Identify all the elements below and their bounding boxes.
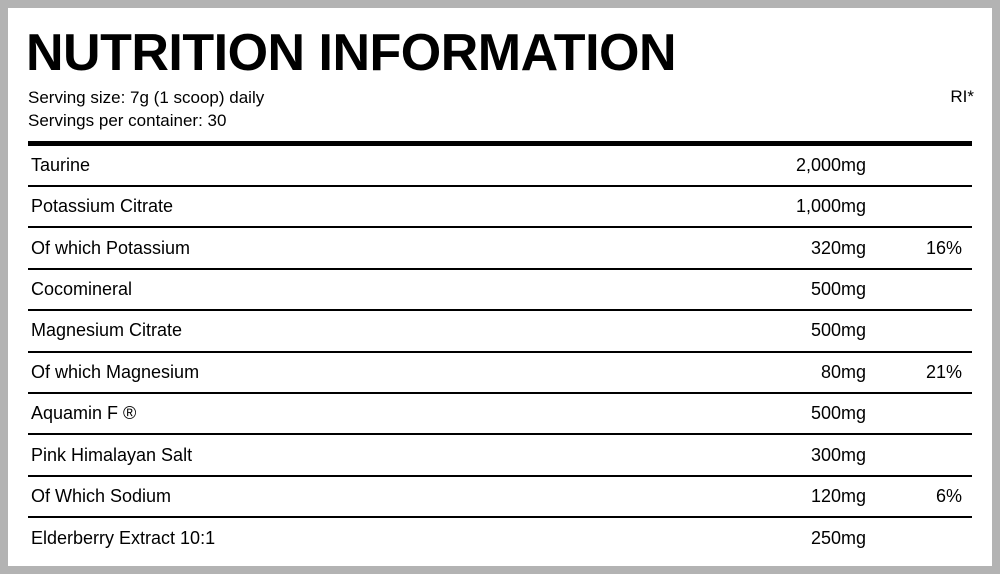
nutrient-amount: 500mg	[810, 320, 866, 341]
nutrient-name: Cocomineral	[31, 278, 133, 299]
table-row	[28, 477, 972, 518]
nutrient-name: Aquamin F ®	[31, 403, 137, 424]
nutrient-name: Of which Magnesium	[31, 361, 200, 382]
nutrient-amount: 1,000mg	[795, 196, 866, 217]
serving-size: Serving size: 7g (1 scoop) daily	[28, 87, 265, 107]
nutrient-ri: 21%	[925, 361, 962, 382]
nutrient-name: Of which Potassium	[31, 237, 191, 258]
nutrient-ri: 6%	[935, 485, 962, 506]
nutrient-ri: 16%	[925, 237, 962, 258]
table-row	[28, 270, 972, 311]
table-row	[28, 518, 972, 559]
nutrition-label-content	[20, 18, 980, 562]
ri-column-header: RI*	[950, 86, 974, 106]
table-row	[28, 394, 972, 435]
nutrient-amount: 320mg	[810, 237, 866, 258]
nutrient-name: Potassium Citrate	[31, 196, 174, 217]
nutrient-name: Pink Himalayan Salt	[31, 444, 193, 465]
nutrient-amount: 250mg	[810, 528, 866, 549]
servings-per-container: Servings per container: 30	[28, 110, 227, 130]
nutrient-amount: 500mg	[810, 278, 866, 299]
nutrient-amount: 2,000mg	[795, 154, 866, 175]
table-row	[28, 435, 972, 476]
table-row	[28, 187, 972, 228]
serving-info	[28, 87, 980, 135]
nutrient-amount: 120mg	[810, 485, 866, 506]
table-row	[28, 146, 972, 187]
table-row	[28, 353, 972, 394]
nutrient-amount: 80mg	[820, 361, 866, 382]
nutrient-name: Of Which Sodium	[31, 485, 172, 506]
nutrient-amount: 300mg	[810, 444, 866, 465]
table-row	[28, 228, 972, 269]
nutrition-table	[28, 146, 972, 560]
page-title: NUTRITION INFORMATION	[26, 24, 677, 82]
nutrient-amount: 500mg	[810, 403, 866, 424]
table-row	[28, 311, 972, 352]
nutrition-label-panel	[8, 8, 992, 566]
nutrient-name: Magnesium Citrate	[31, 320, 183, 341]
nutrient-name: Elderberry Extract 10:1	[31, 528, 216, 549]
nutrient-name: Taurine	[31, 154, 91, 175]
